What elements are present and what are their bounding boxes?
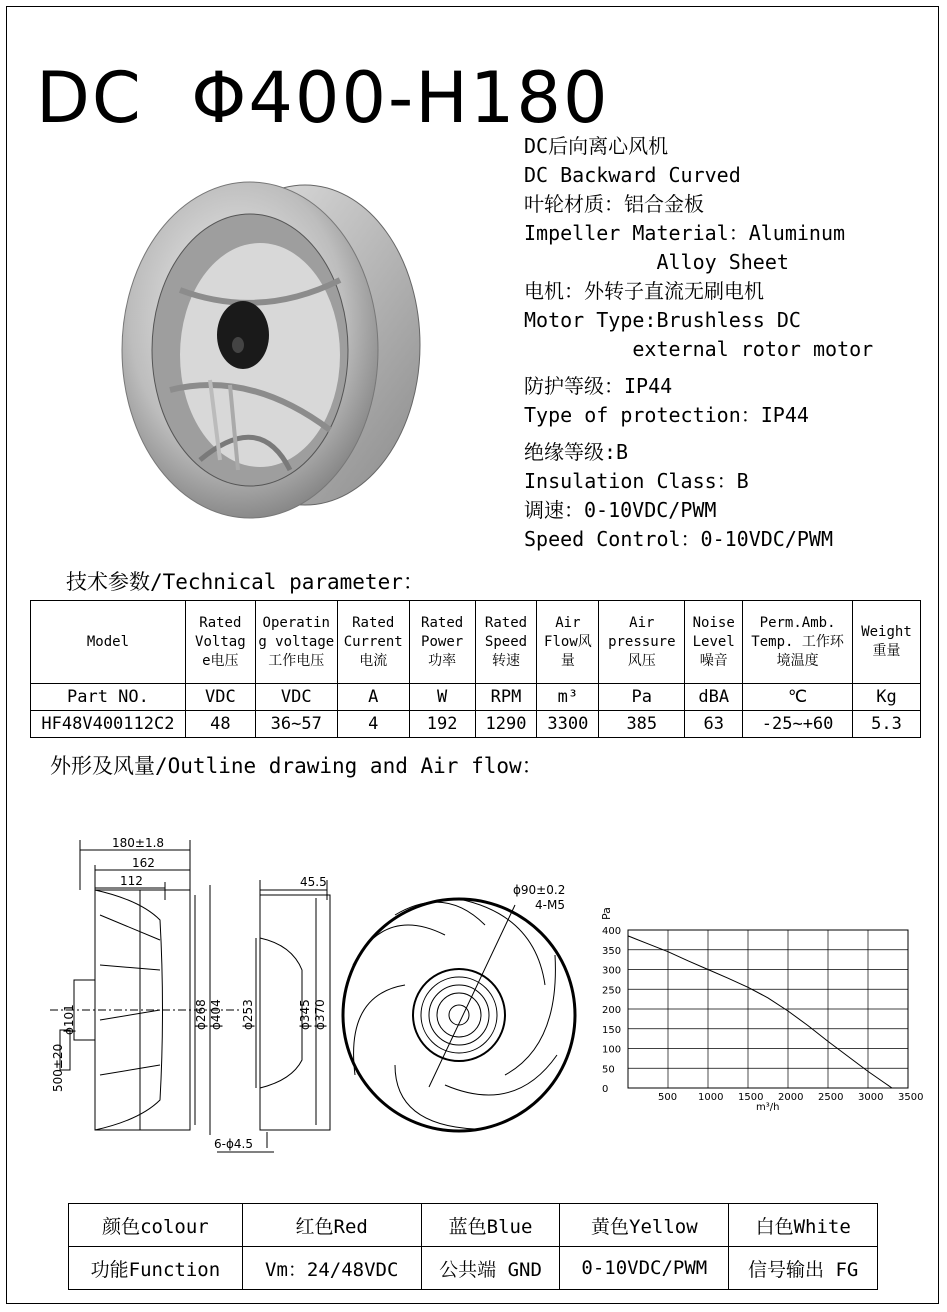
header-rated-speed: Rated Speed 转速 <box>475 601 537 684</box>
chart-y-tick-label: 250 <box>602 985 622 997</box>
spec-impeller-cn: 叶轮材质：铝合金板 <box>524 192 704 216</box>
value-cell: 3300 <box>537 711 599 738</box>
chart-xlabel: m³/h <box>756 1102 780 1113</box>
header-operating-voltage: Operatin g voltage 工作电压 <box>255 601 337 684</box>
chart-y-tick-label: 200 <box>602 1005 622 1016</box>
value-cell: 36~57 <box>255 711 337 738</box>
outline-heading: 外形及风量/Outline drawing and Air flow： <box>50 754 543 778</box>
chart-y-tick-label: 350 <box>602 945 622 957</box>
value-cell: 1290 <box>475 711 537 738</box>
chart-ylabel: Pa <box>600 907 613 920</box>
spec-gap <box>524 430 924 438</box>
spec-protection-en: Type of protection：IP44 <box>524 403 809 427</box>
inlet-ring-drawing <box>212 870 342 1160</box>
function-cell: 公共端 GND <box>421 1247 560 1290</box>
chart-grid <box>628 930 908 1088</box>
colour-row <box>69 1204 878 1247</box>
header-air-pressure: Air pressure 风压 <box>599 601 685 684</box>
value-cell: 385 <box>599 711 685 738</box>
spec-speed-cn: 调速：0-10VDC/PWM <box>524 498 717 522</box>
function-row <box>69 1247 878 1290</box>
unit-cell: VDC <box>255 684 337 711</box>
unit-cell: ℃ <box>743 684 853 711</box>
dim-180: 180±1.8 <box>112 836 165 850</box>
spec-gap <box>524 364 924 372</box>
dim-holes: 6-ϕ4.5 <box>214 1137 253 1151</box>
colour-cell: 蓝色Blue <box>421 1204 560 1247</box>
unit-cell: dBA <box>685 684 743 711</box>
spec-motor-en-2: external rotor motor <box>524 337 874 361</box>
unit-cell: VDC <box>185 684 255 711</box>
technical-parameter-table <box>30 600 921 738</box>
header-noise-level: Noise Level 噪音 <box>685 601 743 684</box>
spec-type-en: DC Backward Curved <box>524 163 741 187</box>
header-rated-voltage: Rated Voltag e电压 <box>185 601 255 684</box>
chart-y-tick-label: 0 <box>602 1084 609 1095</box>
chart-x-tick-label: 1000 <box>698 1092 724 1103</box>
spec-insulation-en: Insulation Class：B <box>524 469 749 493</box>
function-cell: Vm：24/48VDC <box>242 1247 421 1290</box>
colour-cell: 黄色Yellow <box>560 1204 729 1247</box>
spec-motor-cn: 电机：外转子直流无刷电机 <box>524 279 764 303</box>
function-cell: 功能Function <box>69 1247 243 1290</box>
dim-345: ϕ345 <box>298 999 312 1030</box>
dim-m5: 4-M5 <box>535 898 565 912</box>
unit-cell: Pa <box>599 684 685 711</box>
chart-y-tick-label: 150 <box>602 1024 622 1036</box>
spec-block <box>524 132 924 554</box>
value-cell: -25~+60 <box>743 711 853 738</box>
chart-x-tick-label: 2000 <box>778 1092 804 1103</box>
dim-253: ϕ253 <box>241 999 255 1030</box>
spec-type-cn: DC后向离心风机 <box>524 134 669 158</box>
table-unit-row <box>31 684 921 711</box>
header-rated-power: Rated Power 功率 <box>409 601 475 684</box>
unit-cell: Kg <box>852 684 920 711</box>
function-cell: 信号输出 FG <box>729 1247 878 1290</box>
dim-90: ϕ90±0.2 <box>513 883 566 897</box>
spec-protection-cn: 防护等级：IP44 <box>524 374 673 398</box>
performance-chart <box>598 900 928 1120</box>
dim-404: ϕ404 <box>209 999 223 1030</box>
fan-photo <box>110 170 430 530</box>
dim-112: 112 <box>120 874 143 888</box>
unit-cell: m³ <box>537 684 599 711</box>
dim-45-5: 45.5 <box>300 875 327 889</box>
chart-y-tick-label: 100 <box>602 1044 622 1056</box>
spec-impeller-en-2: Alloy Sheet <box>524 250 789 274</box>
page-title: DC Φ400-H180 <box>36 57 610 139</box>
spec-motor-en-1: Motor Type:Brushless DC <box>524 308 801 332</box>
chart-x-tick-label: 500 <box>658 1092 678 1103</box>
chart-y-tick-label: 400 <box>602 926 622 937</box>
header-temperature: Perm.Amb. Temp. 工作环境温度 <box>743 601 853 684</box>
value-cell: 5.3 <box>852 711 920 738</box>
header-air-flow: Air Flow风 量 <box>537 601 599 684</box>
wire-colour-table <box>68 1203 878 1290</box>
header-model: Model <box>31 601 186 684</box>
unit-cell: Part NO. <box>31 684 186 711</box>
header-weight: Weight 重量 <box>852 601 920 684</box>
dim-162: 162 <box>132 856 155 870</box>
unit-cell: RPM <box>475 684 537 711</box>
table-value-row <box>31 711 921 738</box>
spec-impeller-en-1: Impeller Material：Aluminum <box>524 221 846 245</box>
dim-101: ϕ101 <box>62 1004 76 1035</box>
dim-268: ϕ268 <box>194 999 208 1030</box>
value-cell: 63 <box>685 711 743 738</box>
chart-x-tick-label: 3000 <box>858 1092 884 1103</box>
chart-y-tick-label: 300 <box>602 965 622 977</box>
chart-y-tick-label: 50 <box>602 1064 615 1076</box>
unit-cell: A <box>337 684 409 711</box>
value-cell: HF48V400112C2 <box>31 711 186 738</box>
chart-x-tick-label: 3500 <box>898 1092 924 1103</box>
colour-cell: 白色White <box>729 1204 878 1247</box>
technical-parameter-heading: 技术参数/Technical parameter： <box>66 570 424 594</box>
table-header-row <box>31 601 921 684</box>
function-cell: 0-10VDC/PWM <box>560 1247 729 1290</box>
spec-insulation-cn: 绝缘等级:B <box>524 440 629 464</box>
unit-cell: W <box>409 684 475 711</box>
chart-x-tick-label: 1500 <box>738 1092 764 1103</box>
value-cell: 48 <box>185 711 255 738</box>
colour-cell: 红色Red <box>242 1204 421 1247</box>
chart-series-line <box>628 936 892 1088</box>
value-cell: 192 <box>409 711 475 738</box>
chart-x-tick-label: 2500 <box>818 1092 844 1103</box>
front-view-drawing <box>335 875 585 1135</box>
value-cell: 4 <box>337 711 409 738</box>
colour-cell: 颜色colour <box>69 1204 243 1247</box>
header-rated-current: Rated Current 电流 <box>337 601 409 684</box>
dim-370: ϕ370 <box>313 999 327 1030</box>
spec-speed-en: Speed Control：0-10VDC/PWM <box>524 527 833 551</box>
dim-500: 500±20 <box>51 1043 65 1092</box>
